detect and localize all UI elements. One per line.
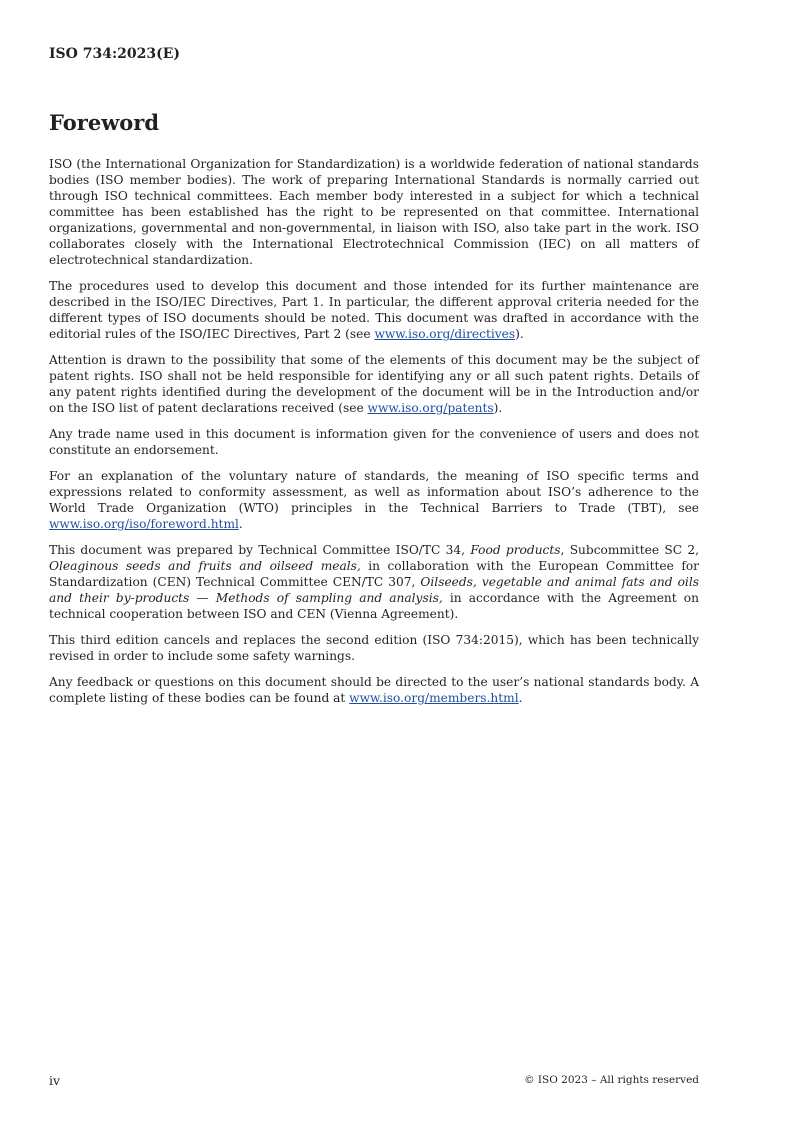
foreword-link[interactable]: www.iso.org/iso/foreword.html (49, 517, 239, 531)
page-title: Foreword (49, 110, 160, 135)
paragraph-voluntary-text: For an explanation of the voluntary nature of standards, the meaning of ISO specific terms and expressions related to conformity assessment, as well as information about ISO’s adherence to the World Trade Organization (WTO) principles in the Technical Barriers to Trade (TBT), see (49, 469, 699, 515)
paragraph-patents (49, 352, 699, 416)
paragraph-patents-end: ). (493, 401, 503, 415)
prepared-by-text-a: This document was prepared by Technical Committee ISO/TC 34, (49, 543, 471, 557)
paragraph-patents-text: Attention is drawn to the possibility that some of the elements of this document may be the subject of patent rights. ISO shall not be held responsible for identifying any or all such patent rights. Details of any patent rights identified during the development of the document will be in the Introduction and/or on the ISO list of patent declarations received (see (49, 353, 699, 415)
paragraph-procedures-end: ). (515, 327, 524, 341)
paragraph-voluntary-nature (49, 468, 699, 532)
paragraph-feedback (49, 674, 699, 706)
copyright-notice: © ISO 2023 – All rights reserved (524, 1074, 699, 1086)
paragraph-procedures (49, 278, 699, 342)
prepared-by-text-g: in accordance with the Agreement on technical cooperation between ISO and CEN (Vienna Agreement). (49, 591, 699, 621)
patents-link[interactable]: www.iso.org/patents (367, 401, 494, 415)
paragraph-voluntary-end: . (238, 517, 243, 531)
document-id-header: ISO 734:2023(E) (49, 46, 181, 62)
paragraph-iso-intro: ISO (the International Organization for Standardization) is a worldwide federation of national standards bodies (ISO member bodies). The work of preparing International Standards is normally carried out through ISO technical committees. Each member body interested in a subject for which a technical committee has been established has the right to be represented on that committee. International organizations, governmental and non-governmental, in liaison with ISO, also take part in the work. ISO collaborates closely with the International Electrotechnical Commission (IEC) on all matters of electrotechnical standardization. (49, 157, 699, 267)
paragraph-prepared-by (49, 542, 699, 622)
page-number: iv (49, 1073, 61, 1088)
paragraph-feedback-end: . (518, 691, 523, 705)
directives-link[interactable]: www.iso.org/directives (374, 327, 516, 341)
prepared-by-text-e: in collaboration with the European Committee for Standardization (CEN) Technical Committee CEN/TC 307, (49, 559, 699, 589)
paragraph-procedures-text: The procedures used to develop this document and those intended for its further maintenance are described in the ISO/IEC Directives, Part 1. In particular, the different approval criteria needed for the different types of ISO documents should be noted. This document was drafted in accordance with the editorial rules of the ISO/IEC Directives, Part 2 (see (49, 279, 699, 341)
subcommittee-name-italic: Oleaginous seeds and fruits and oilseed meals, (49, 559, 361, 573)
committee-name-italic: Food products (470, 543, 561, 557)
paragraph-feedback-text: Any feedback or questions on this document should be directed to the user’s national standards body. A complete listing of these bodies can be found at (49, 675, 699, 705)
paragraph-edition: This third edition cancels and replaces the second edition (ISO 734:2015), which has been technically revised in order to include some safety warnings. (49, 633, 699, 663)
foreword-body (49, 156, 699, 716)
cen-committee-name-italic: Oilseeds, vegetable and animal fats and oils and their by-products — Methods of sampling and analysis, (49, 575, 699, 605)
members-link[interactable]: www.iso.org/members.html (349, 691, 519, 705)
prepared-by-text-c: , Subcommittee SC 2, (560, 543, 700, 557)
paragraph-trade-name: Any trade name used in this document is information given for the convenience of users and does not constitute an endorsement. (49, 427, 699, 457)
